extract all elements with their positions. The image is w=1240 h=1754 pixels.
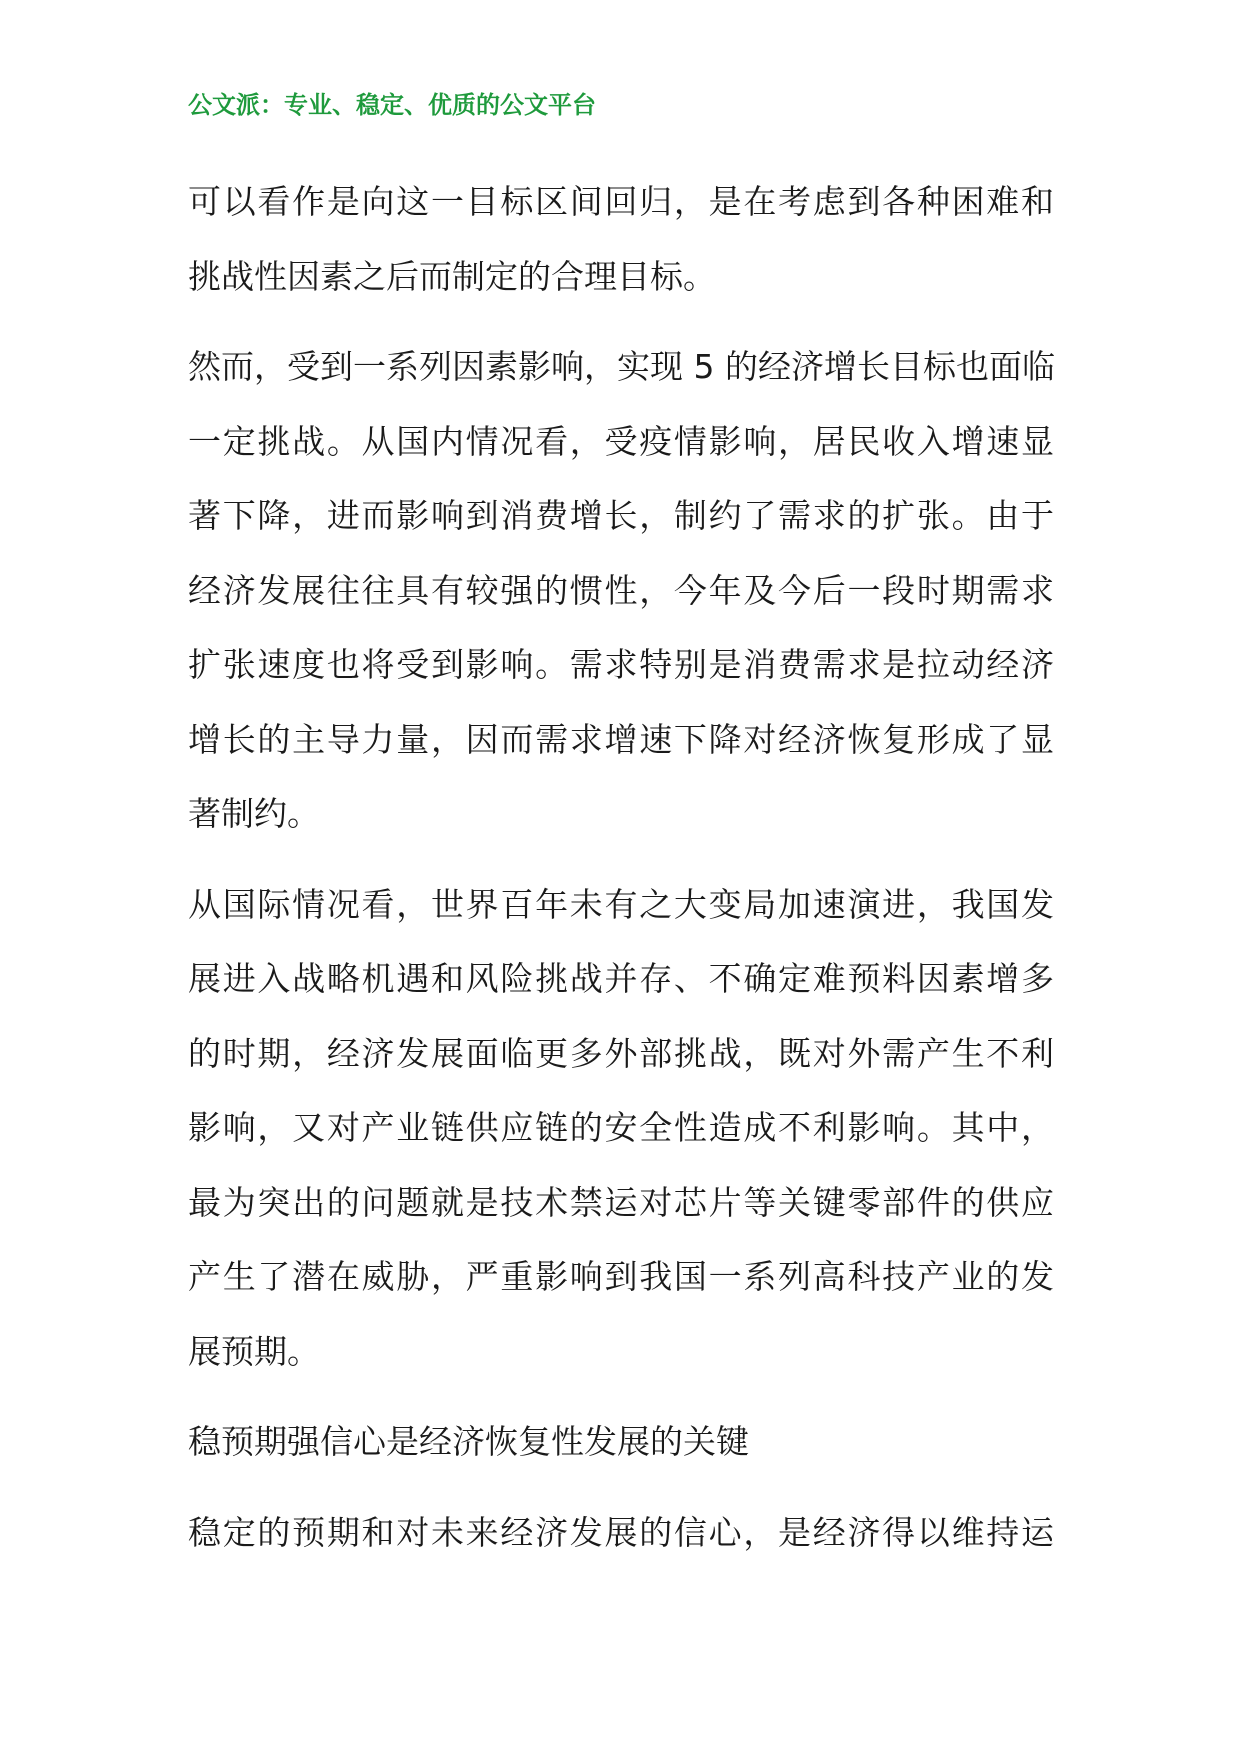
- paragraph-line: 最为突出的问题就是技术禁运对芯片等关键零部件的供应: [188, 1182, 1054, 1222]
- paragraph-line: 影响，又对产业链供应链的安全性造成不利影响。其中，: [188, 1108, 1054, 1147]
- paragraph-4: [188, 1496, 1054, 1571]
- section-subheading: 稳预期强信心是经济恢复性发展的关键: [188, 1422, 749, 1461]
- paragraph-line: 著制约。: [188, 794, 320, 833]
- paragraph-line: 产生了潜在威胁，严重影响到我国一系列高科技产业的发: [188, 1257, 1054, 1296]
- page-header-title: 公文派：专业、稳定、优质的公文平台: [188, 90, 596, 119]
- paragraph-line: 的时期，经济发展面临更多外部挑战，既对外需产生不利: [188, 1033, 1054, 1073]
- paragraph-line: 增长的主导力量，因而需求增速下降对经济恢复形成了显: [188, 719, 1054, 759]
- paragraph-line: 著下降，进而影响到消费增长，制约了需求的扩张。由于: [188, 496, 1054, 535]
- paragraph-line: 一定挑战。从国内情况看，受疫情影响，居民收入增速显: [188, 421, 1054, 461]
- document-body: [188, 165, 1054, 1586]
- paragraph-line: 稳定的预期和对未来经济发展的信心，是经济得以维持运: [188, 1512, 1054, 1552]
- paragraph-line: 然而，受到一系列因素影响，实现 5 的经济增长目标也面临: [188, 347, 1055, 386]
- paragraph-line: 展预期。: [188, 1331, 320, 1371]
- paragraph-line: 可以看作是向这一目标区间回归，是在考虑到各种困难和: [188, 182, 1054, 221]
- paragraph-1: [188, 165, 1054, 314]
- paragraph-line: 展进入战略机遇和风险挑战并存、不确定难预料因素增多: [188, 959, 1054, 998]
- paragraph-line: 扩张速度也将受到影响。需求特别是消费需求是拉动经济: [188, 645, 1054, 684]
- paragraph-line: 挑战性因素之后而制定的合理目标。: [188, 256, 716, 296]
- paragraph-line: 经济发展往往具有较强的惯性，今年及今后一段时期需求: [188, 570, 1054, 610]
- paragraph-line: 从国际情况看，世界百年未有之大变局加速演进，我国发: [188, 884, 1054, 924]
- paragraph-3: [188, 868, 1054, 1390]
- paragraph-2: [188, 330, 1054, 852]
